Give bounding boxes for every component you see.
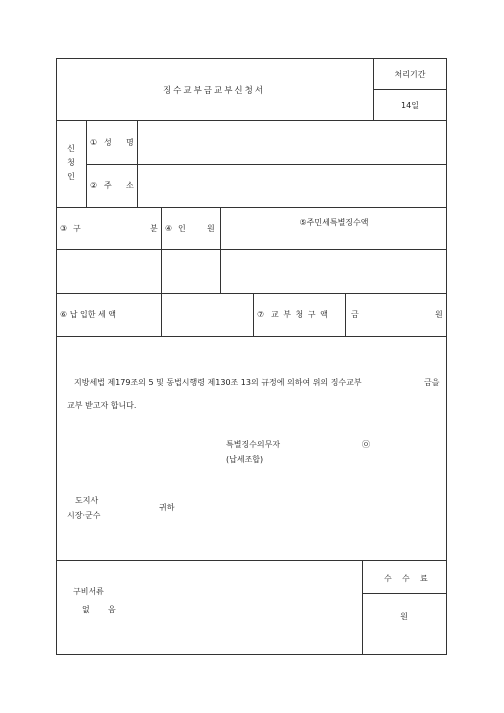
claim-number: ⑦	[257, 310, 265, 319]
fee-label-char-2: 수	[402, 574, 410, 583]
applicant-label-char-1: 신	[67, 144, 75, 153]
name-field-char-1: 성	[104, 138, 112, 147]
processing-period-label: 처리기간	[394, 70, 426, 79]
divider-row6-bottom	[56, 336, 447, 337]
name-field-char-2: 명	[126, 138, 134, 147]
fee-label-char-3: 료	[420, 574, 428, 583]
divider-row6-claim	[253, 293, 254, 336]
recipient-mayor: 시장·군수	[67, 511, 101, 520]
divider-fee	[362, 593, 447, 594]
divider-applicant-field	[137, 120, 138, 207]
persons-number: ④	[165, 224, 173, 233]
required-documents-char-2: 음	[108, 605, 116, 614]
fee-label-char-1: 수	[384, 574, 392, 583]
recipient-governor: 도지사	[75, 496, 99, 505]
body-line-2: 교부 받고자 합니다.	[67, 401, 137, 410]
paid-tax-label: ⑥ 납 입한 세 액	[60, 310, 116, 319]
divider-footer	[362, 560, 363, 655]
divider-name-address	[86, 164, 447, 165]
required-documents-char-1: 없	[82, 605, 90, 614]
processing-period-value: 14일	[401, 101, 419, 110]
divider-row3-a	[161, 207, 162, 336]
category-char-1: 구	[73, 224, 81, 233]
applicant-label-char-2: 청	[67, 158, 75, 167]
divider-row3-mid	[56, 249, 447, 250]
address-field-char-2: 소	[126, 181, 134, 190]
persons-char-2: 원	[207, 224, 215, 233]
divider-row3-b	[220, 207, 221, 293]
body-line-1-end: 금을	[424, 378, 440, 387]
fee-unit: 원	[400, 612, 408, 621]
divider-applicant-bottom	[56, 207, 447, 208]
address-field-char-1: 주	[104, 181, 112, 190]
claim-label: 교 부 청 구 액	[271, 310, 329, 319]
persons-char-1: 인	[178, 224, 186, 233]
category-number: ③	[60, 224, 68, 233]
divider-row6-amount	[345, 293, 346, 336]
seal-mark: ㉧	[362, 440, 370, 449]
form-frame	[56, 58, 447, 655]
form-title: 징수교부금교부신청서	[162, 86, 266, 96]
body-line-1: 지방세법 제179조의 5 및 동법시행령 제130조 13의 규정에 의하여 위의 징수교부	[74, 378, 362, 387]
divider-body-bottom	[56, 560, 447, 561]
category-char-2: 분	[150, 224, 158, 233]
name-field-number: ①	[90, 138, 98, 147]
resident-tax-label: ⑤주민세특별징수액	[299, 218, 369, 227]
amount-suffix: 원	[435, 310, 443, 319]
applicant-label-char-3: 인	[67, 172, 75, 181]
divider-row3-bottom	[56, 293, 447, 294]
amount-prefix: 금	[351, 310, 359, 319]
divider-title-bottom	[56, 120, 447, 121]
divider-applicant-label	[86, 120, 87, 207]
divider-processing	[373, 89, 447, 90]
honorific: 귀하	[159, 503, 175, 512]
address-field-number: ②	[90, 181, 98, 190]
divider-processing-vertical	[373, 58, 374, 120]
obligor-label: 특별징수의무자	[226, 440, 281, 449]
required-documents-label: 구비서류	[73, 587, 104, 596]
tax-association-label: (납세조합)	[226, 455, 264, 464]
